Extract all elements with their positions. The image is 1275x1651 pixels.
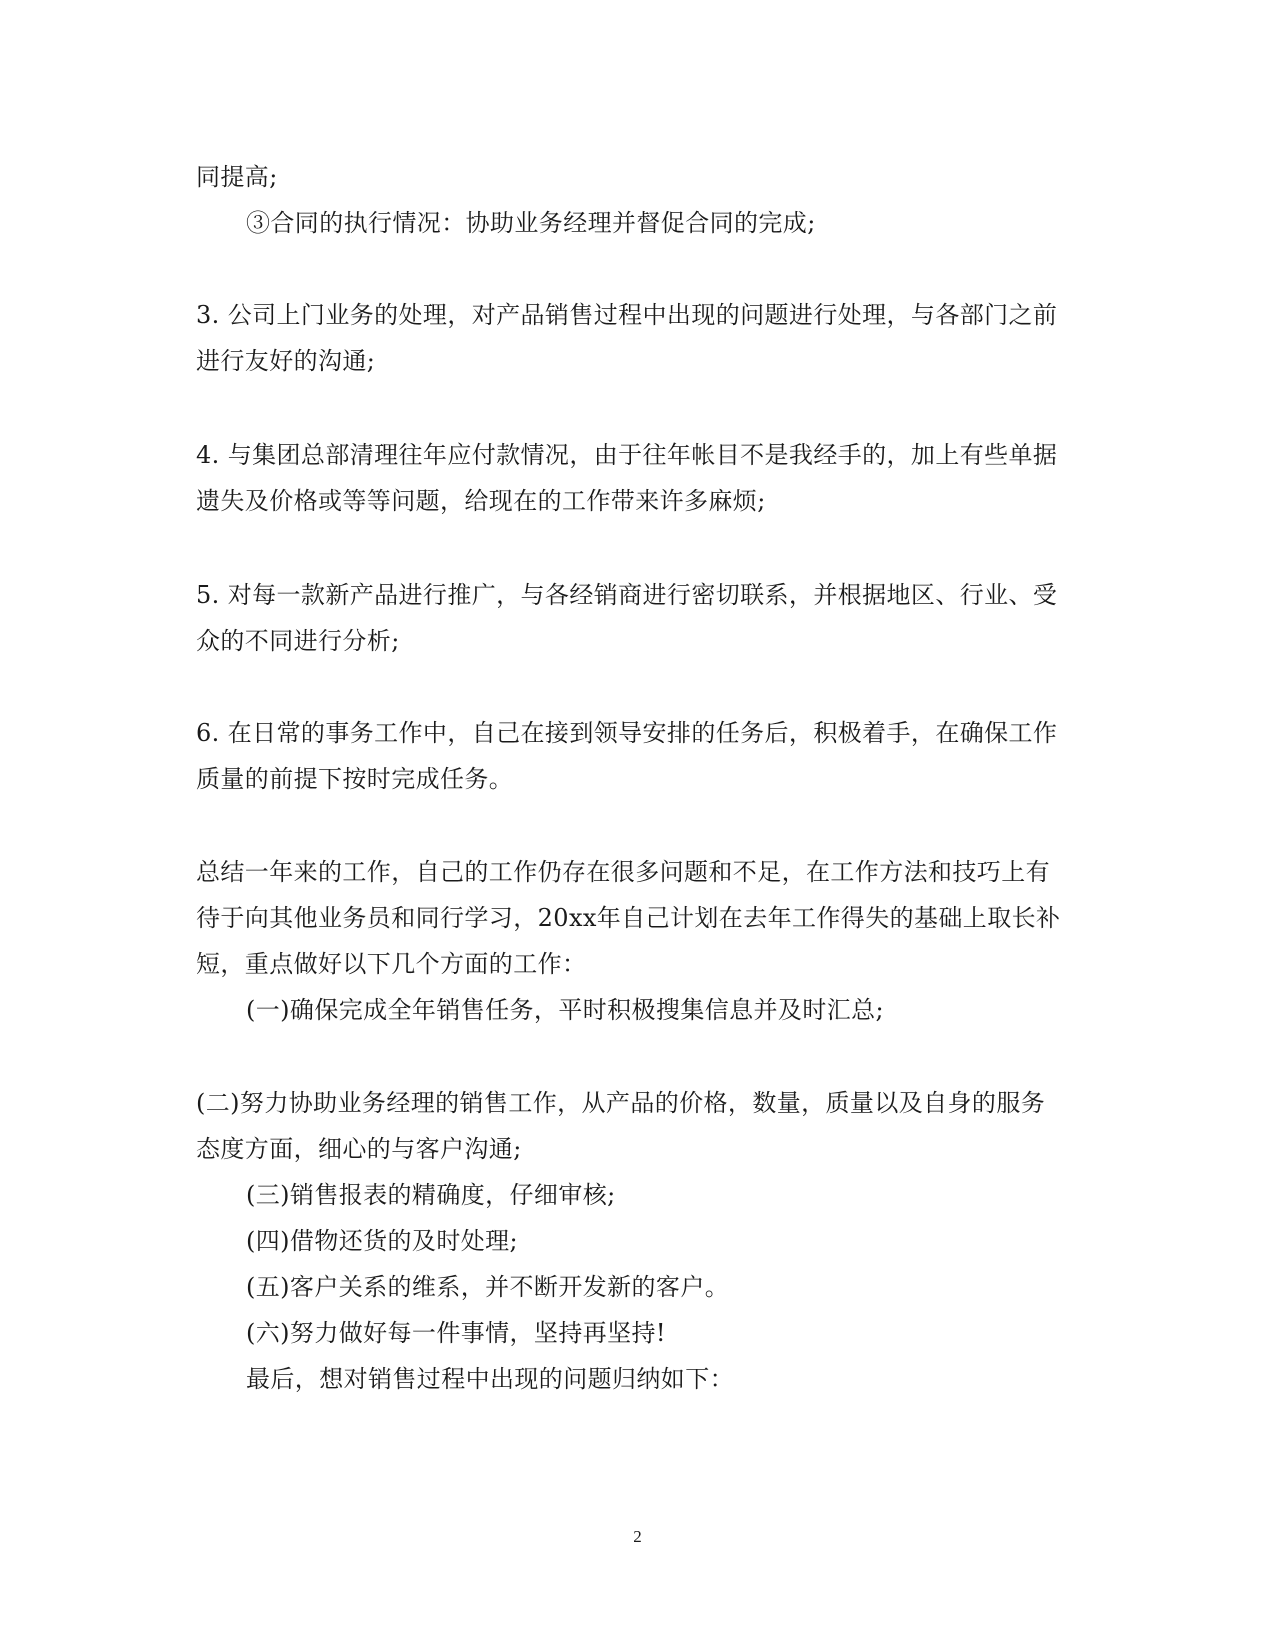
text-line: (二)努力协助业务经理的销售工作，从产品的价格，数量，质量以及自身的服务 <box>196 1089 1046 1117</box>
text-line: 众的不同进行分析; <box>196 627 400 655</box>
text-line: 同提高; <box>196 163 278 191</box>
text-line: 最后，想对销售过程中出现的问题归纳如下： <box>246 1365 734 1393</box>
text-line: 短，重点做好以下几个方面的工作： <box>196 950 587 978</box>
text-line: (五)客户关系的维系，并不断开发新的客户。 <box>246 1273 730 1301</box>
text-line: (三)销售报表的精确度，仔细审核; <box>246 1181 616 1209</box>
text-line: 态度方面，细心的与客户沟通; <box>196 1135 522 1163</box>
text-line: ③合同的执行情况：协助业务经理并督促合同的完成; <box>246 209 816 237</box>
text-line: 6. 在日常的事务工作中，自己在接到领导安排的任务后，积极着手，在确保工作 <box>196 719 1058 747</box>
text-line: 待于向其他业务员和同行学习，20xx年自己计划在去年工作得失的基础上取长补 <box>196 904 1061 932</box>
text-line: (四)借物还货的及时处理; <box>246 1227 519 1255</box>
text-line: 进行友好的沟通; <box>196 347 376 375</box>
page-number: 2 <box>633 1527 642 1546</box>
text-line: 质量的前提下按时完成任务。 <box>196 765 514 793</box>
text-line: 遗失及价格或等等问题，给现在的工作带来许多麻烦; <box>196 487 766 515</box>
text-line: 4. 与集团总部清理往年应付款情况，由于往年帐目不是我经手的，加上有些单据 <box>196 441 1058 469</box>
text-line: 5. 对每一款新产品进行推广，与各经销商进行密切联系，并根据地区、行业、受 <box>196 581 1058 609</box>
text-line: (六)努力做好每一件事情，坚持再坚持! <box>246 1319 666 1347</box>
text-line: 3. 公司上门业务的处理，对产品销售过程中出现的问题进行处理，与各部门之前 <box>196 301 1058 329</box>
text-line: 总结一年来的工作，自己的工作仍存在很多问题和不足，在工作方法和技巧上有 <box>196 858 1050 886</box>
text-line: (一)确保完成全年销售任务，平时积极搜集信息并及时汇总; <box>246 996 885 1024</box>
